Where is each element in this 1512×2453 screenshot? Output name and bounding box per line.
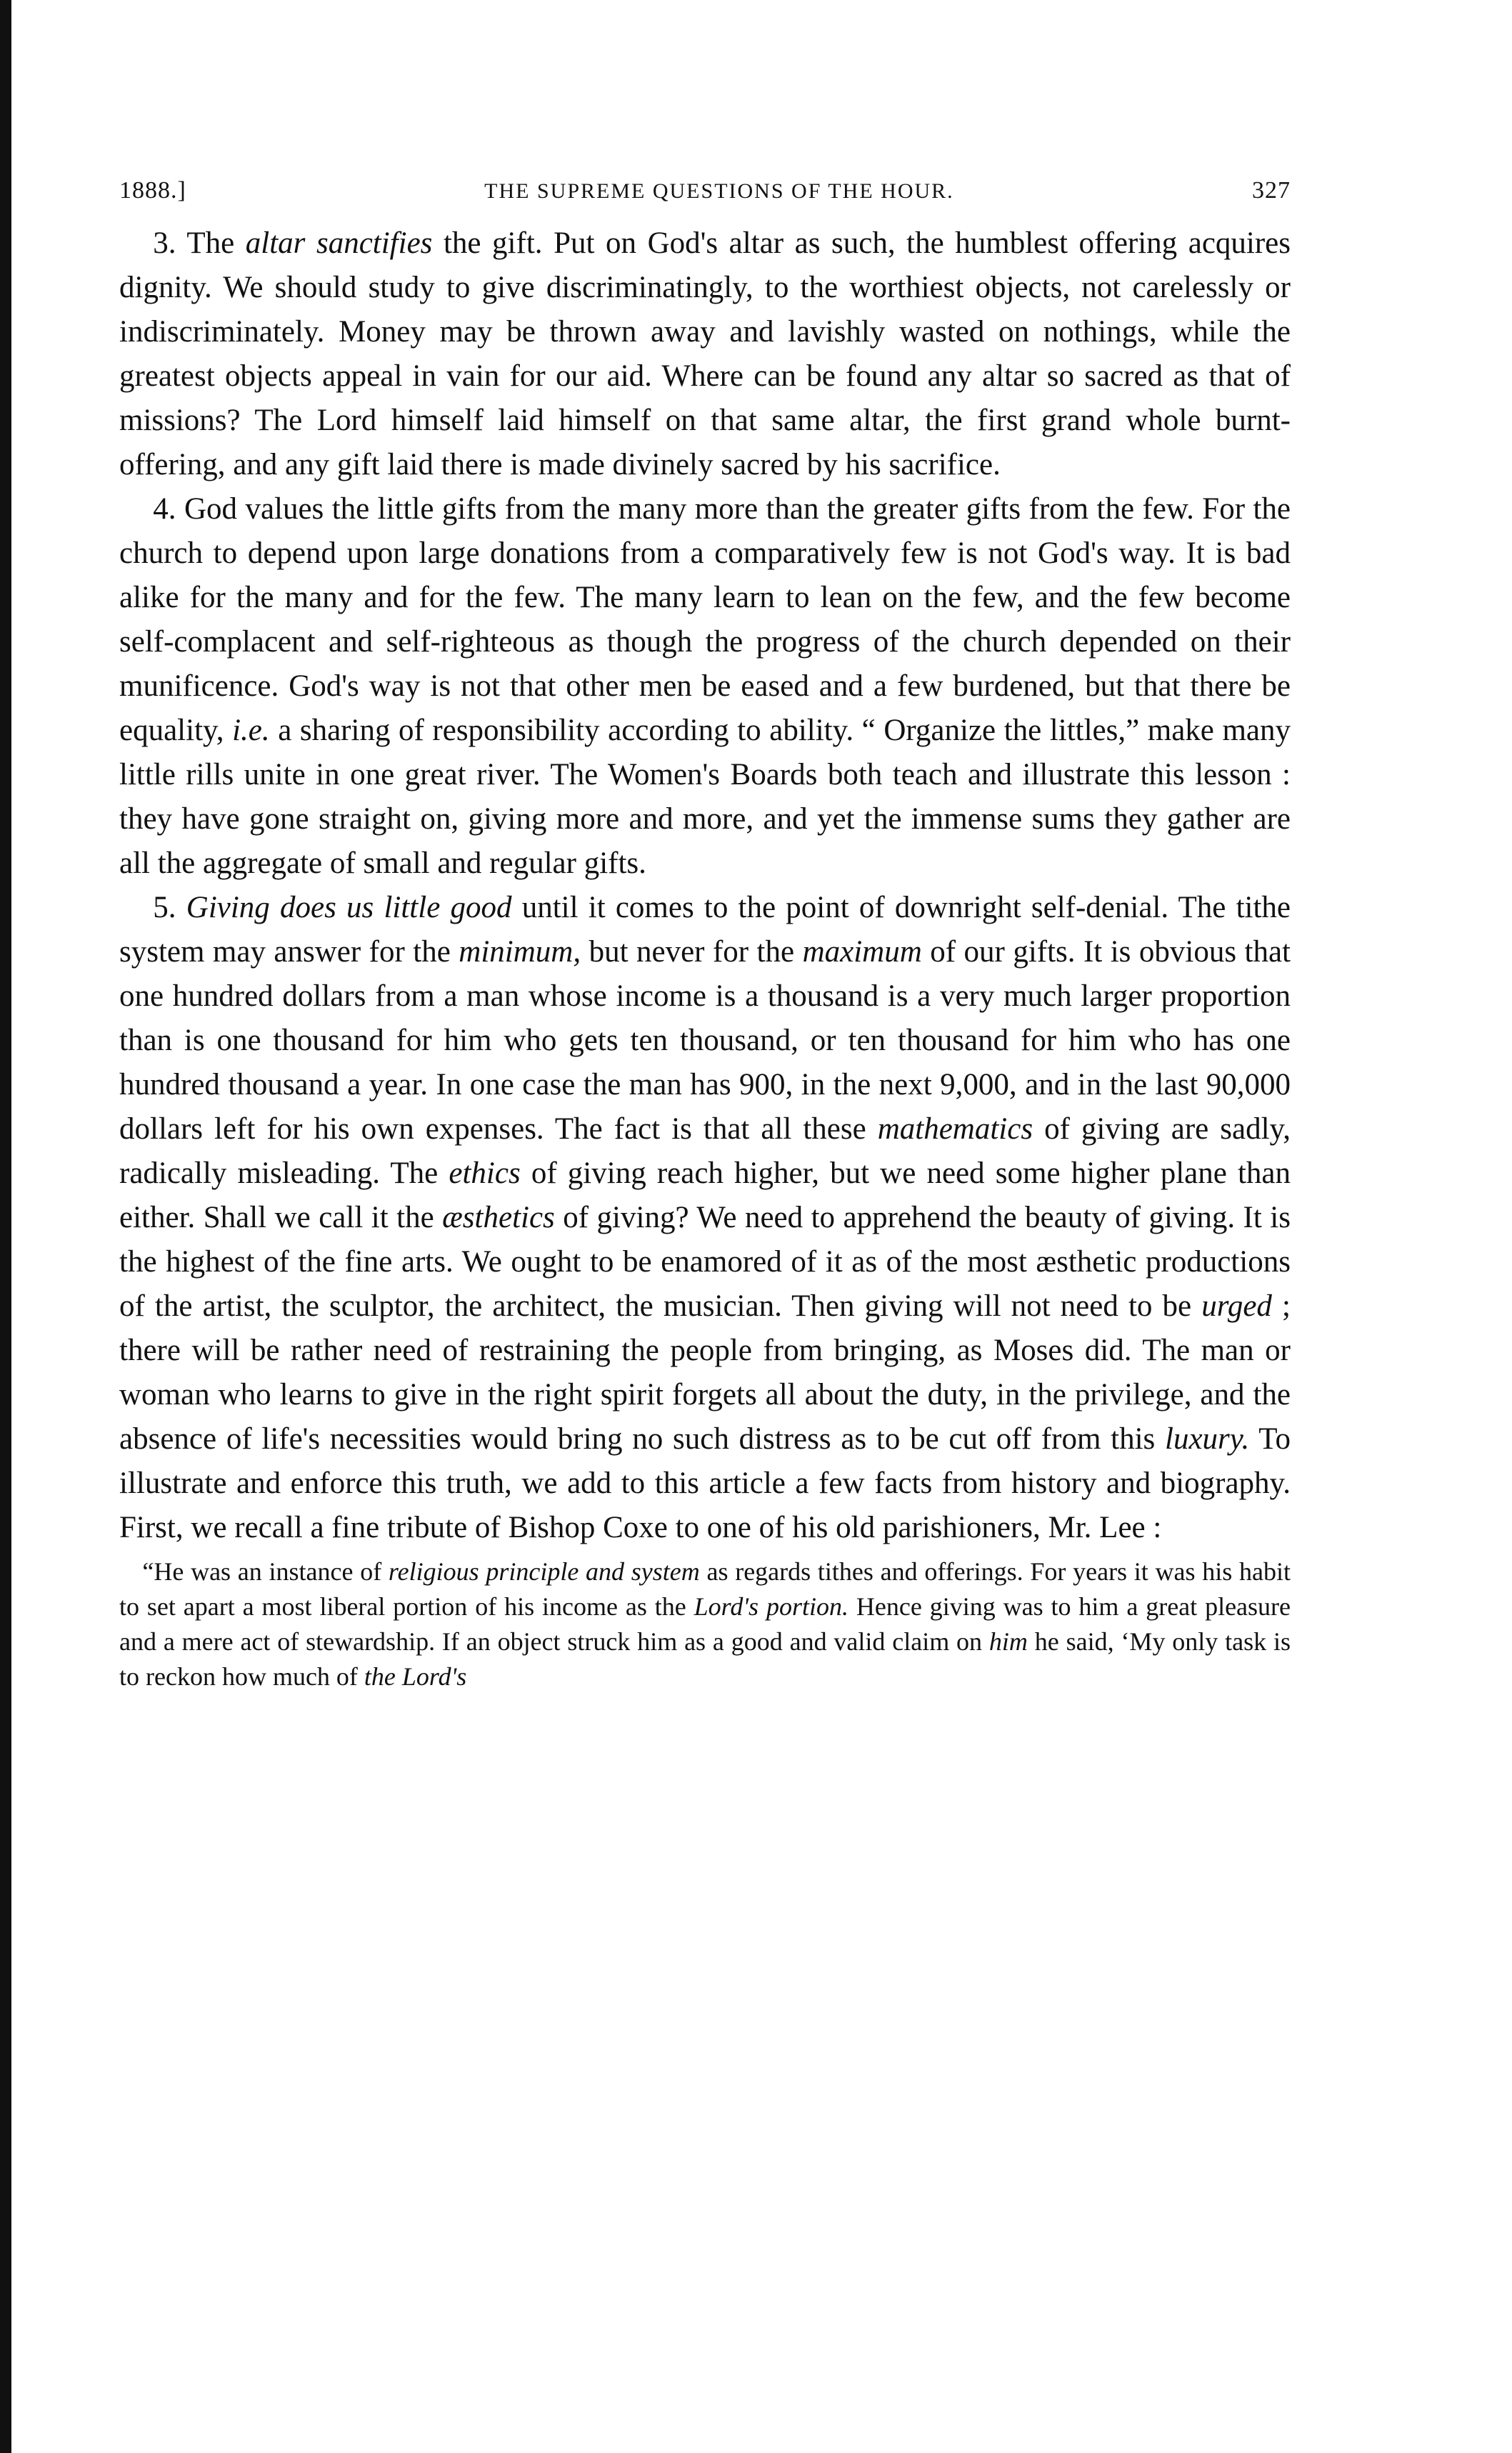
italic-run: i.e. <box>232 714 270 747</box>
text-run: of giving are sadly, radically misleading. The <box>119 1112 1291 1190</box>
text-run: To illustrate and enforce this truth, we add to this article a few facts from history and biography. First, we recall a fine tribute of Bishop Coxe to one of his old parishioners, Mr. Lee : <box>119 1422 1291 1544</box>
italic-run: mathematics <box>877 1112 1033 1146</box>
book-page <box>119 177 1291 1694</box>
text-run: 4. God values the little gifts from the many more than the greater gifts from the few. For the church to depend upon large donations from a comparatively few is not God's way. It is bad alike for the many and for the few. The many learn to lean on the few, and the few become self-complacent and self-righteous as though the progress of the church depended on their munificence. God's way is not that other men be eased and a few burdened, but that there be equality, <box>119 492 1291 747</box>
italic-run: urged <box>1201 1289 1272 1323</box>
paragraph-4 <box>119 487 1291 886</box>
italic-run: Lord's portion. <box>694 1592 848 1621</box>
text-run: ; there will be rather need of restraining the people from bringing, as Moses did. The man or woman who learns to give in the right spirit forgets all about the duty, in the privilege, and the absence of life's necessities would bring no such distress as to be cut off from this <box>119 1289 1291 1456</box>
scan-edge <box>0 0 11 2453</box>
italic-run: altar sanctifies <box>245 226 433 260</box>
italic-run: the Lord's <box>364 1662 467 1691</box>
text-run: “He was an instance of <box>142 1557 389 1586</box>
text-run: 3. The <box>153 226 246 260</box>
italic-run: luxury. <box>1165 1422 1250 1456</box>
italic-run: Giving does us little good <box>186 891 512 924</box>
header-page-number: 327 <box>1252 177 1291 204</box>
header-title: THE SUPREME QUESTIONS OF THE HOUR. <box>484 179 954 203</box>
text-run: 5. <box>153 891 186 924</box>
paragraph-3 <box>119 221 1291 487</box>
text-run: as regards tithes and offerings. For years it was his habit to set apart a most liberal portion of his income as the <box>119 1557 1291 1621</box>
block-quote <box>119 1554 1291 1694</box>
running-head <box>119 177 1291 204</box>
italic-run: religious principle and system <box>388 1557 700 1586</box>
text-run: of giving reach higher, but we need some higher plane than either. Shall we call it the <box>119 1156 1291 1234</box>
text-run: Hence giving was to him a great pleasure and a mere act of stewardship. If an object struck him as a good and valid claim on <box>119 1592 1291 1656</box>
text-run: but never for the <box>581 935 803 969</box>
article-body <box>119 221 1291 1550</box>
text-run: a sharing of responsibility according to ability. “ Organize the littles,” make many little rills unite in one great river. The Women's Boards both teach and illustrate this lesson : they have gone straight on, giving more and more, and yet the immense sums they gather are all the aggregate of small and regular gifts. <box>119 714 1291 880</box>
italic-run: him <box>988 1627 1028 1656</box>
italic-run: maximum <box>802 935 922 969</box>
italic-run: ethics <box>449 1156 521 1190</box>
text-run: of giving? We need to apprehend the beauty of giving. It is the highest of the fine arts. We ought to be enamored of it as of the most æsthetic productions of the artist, the sculptor, the architect, the musician. Then giving will not need to be <box>119 1201 1291 1323</box>
paragraph-5 <box>119 886 1291 1550</box>
italic-run: æsthetics <box>442 1201 555 1234</box>
header-year: 1888.] <box>119 177 186 204</box>
italic-run: minimum, <box>459 935 581 969</box>
text-run: until it comes to the point of downright self-denial. The tithe system may answer for the <box>119 891 1291 969</box>
text-run: he said, ‘My only task is to reckon how much of <box>119 1627 1291 1691</box>
text-run: of our gifts. It is obvious that one hundred dollars from a man whose income is a thousand is a very much larger proportion than is one thousand for him who gets ten thousand, or ten thousand for him who has one hundred thousand a year. In one case the man has 900, in the next 9,000, and in the last 90,000 dollars left for his own expenses. The fact is that all these <box>119 935 1291 1146</box>
text-run: the gift. Put on God's altar as such, the humblest offering acquires dignity. We should study to give discriminatingly, to the worthiest objects, not carelessly or indiscriminately. Money may be thrown away and lavishly wasted on nothings, while the greatest objects appeal in vain for our aid. Where can be found any altar so sacred as that of missions? The Lord himself laid himself on that same altar, the first grand whole burnt-offering, and any gift laid there is made divinely sacred by his sacrifice. <box>119 226 1291 481</box>
